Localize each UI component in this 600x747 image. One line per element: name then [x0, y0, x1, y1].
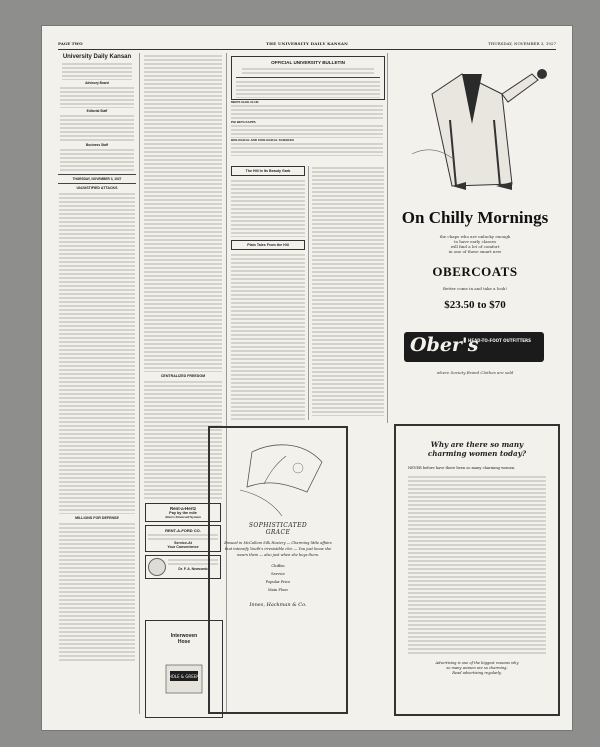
main-floor-label: Main Floor	[267, 588, 289, 592]
bulletin-item-body	[231, 142, 383, 156]
price-range: $23.50 to $70	[444, 299, 506, 311]
svg-text:HOLE & GREEN: HOLE & GREEN	[168, 674, 200, 679]
masthead-text	[62, 62, 132, 80]
ad-subtext-line: will find a lot of comfort	[450, 244, 500, 249]
editorial-body	[59, 192, 135, 514]
ad-subtext-line: in one of these smart new	[448, 249, 502, 254]
eye-icon	[148, 558, 166, 576]
doctor-name: Dr. F. A. Newcomb	[178, 567, 208, 571]
hill-column-body	[231, 179, 305, 237]
rent-hertz-subtitle: Pay by the mile	[169, 511, 197, 515]
rent-hertz-system: Allen's Driversell System	[165, 515, 201, 519]
advisory-board-heading: Advisory Board	[85, 81, 109, 85]
product-name: OBERCOATS	[432, 264, 518, 279]
ad-body: Ensued in McCallum Silk Hosiery — Charming little affairs that intensify Youth's irresistible chic — You just know she wears them — also just when she buys them.	[224, 541, 332, 557]
column-two-body	[144, 54, 222, 372]
hill-column-heading: The Hill In Its Beauty Garb	[245, 169, 291, 173]
ad-title: SOPHISTICATED	[248, 522, 308, 529]
divider	[58, 183, 136, 184]
ad-subtext	[392, 234, 558, 254]
essay-body	[408, 475, 546, 655]
rent-ford-title: RENT-A-FORD CO.	[165, 528, 201, 533]
essay-closing-1: Advertising is one of the biggest reasons why	[435, 661, 519, 665]
column-rule	[139, 53, 140, 714]
editorial-column	[58, 53, 136, 714]
newspaper-page	[42, 26, 572, 730]
stocking-illustration	[212, 432, 344, 522]
service-label: Service	[271, 572, 285, 576]
official-bulletin	[231, 56, 385, 100]
brand-subline: where Society Brand Clothes are sold	[436, 370, 514, 375]
page-number: PAGE TWO	[58, 41, 83, 46]
advertising-essay-ad	[394, 424, 560, 716]
chiffon-label: Chiffon	[271, 564, 285, 568]
divider	[236, 77, 380, 78]
obers-logo	[404, 332, 544, 362]
ad-cta: Better come in and take a look!	[443, 286, 507, 291]
essay-headline-2: charming women today?	[427, 449, 527, 458]
masthead-title: University Daily Kansan	[62, 54, 132, 60]
ad-headline: On Chilly Mornings	[401, 208, 549, 227]
divider	[58, 174, 136, 175]
overcoat-illustration	[392, 54, 558, 194]
bulletin-item-body	[231, 104, 383, 120]
service-line-1: Service-At	[174, 541, 192, 545]
bulletin-continued	[231, 100, 383, 164]
store-signature: Innes, Hackman & Co.	[249, 602, 307, 608]
column-four-body	[312, 166, 384, 416]
bulletin-title: OFFICIAL UNIVERSITY BULLETIN	[271, 60, 345, 65]
column-rule	[308, 166, 309, 420]
rent-hertz-title: Rent-a-Hertz	[169, 506, 197, 511]
bulletin-item-heading: BIOLOGICAL AND ZOOLOGICAL SCIENCES	[231, 138, 294, 142]
newspaper-title: THE UNIVERSITY DAILY KANSAN	[265, 41, 349, 46]
bulletin-item-heading: PHI BETA KAPPA	[231, 120, 256, 124]
editorial-body-2	[59, 522, 135, 662]
brand-tagline: HEAD-TO-FOOT OUTFITTERS	[468, 338, 531, 343]
tales-heading: Plain Tales From the Hill	[247, 243, 289, 247]
editorial-staff-list	[60, 114, 134, 142]
business-staff-list	[60, 148, 134, 172]
editorial-heading-2: MILLIONS FOR DEFENSE	[75, 516, 119, 520]
obercoats-ad	[392, 54, 558, 414]
bulletin-notices	[236, 80, 380, 98]
bulletin-subhead	[242, 67, 374, 75]
column-three	[231, 166, 305, 420]
essay-headline-1: Why are there so many	[430, 440, 524, 449]
column-rule	[387, 53, 388, 423]
editorial-heading: UNJUSTIFIED ATTACKS	[76, 186, 118, 190]
dateline: THURSDAY, NOVEMBER 3, 1927	[72, 177, 122, 181]
ad-subtext-line: the chaps who are unlucky enough	[439, 234, 511, 239]
ad-title-2: GRACE	[265, 529, 291, 536]
tales-heading-box	[231, 240, 305, 250]
hill-column-heading-box	[231, 166, 305, 176]
interwoven-subtitle: Hose	[177, 639, 191, 645]
popular-price-label: Popular Price	[265, 580, 291, 584]
tales-body	[231, 253, 305, 420]
ad-subtext-line: to have early classes	[453, 239, 497, 244]
hosiery-illustration	[164, 661, 204, 697]
bulletin-item-body	[231, 124, 383, 138]
issue-date: THURSDAY, NOVEMBER 3, 1927	[488, 41, 556, 46]
centralized-freedom-heading: CENTRALIZED FREEDOM	[160, 374, 206, 378]
interwoven-title: Interwoven	[170, 633, 198, 639]
brand-name: Ober's	[410, 334, 479, 356]
bulletin-item-heading: MEN'S GLEE CLUB	[231, 100, 259, 104]
page-header	[58, 40, 556, 48]
essay-closing-2: so many women are so charming.	[446, 666, 508, 670]
header-rule	[58, 49, 556, 50]
business-staff-heading: Business Staff	[85, 143, 109, 147]
sophisticated-grace-ad	[208, 426, 348, 714]
editorial-staff-heading: Editorial Staff	[86, 109, 108, 113]
essay-closing-3: Read advertising regularly.	[452, 671, 502, 675]
essay-first-paragraph: NEVER before have there been so many charming women.	[408, 466, 516, 470]
column-four	[312, 166, 384, 420]
advisory-list	[60, 86, 134, 108]
service-line-2: Your Convenience	[167, 545, 199, 549]
